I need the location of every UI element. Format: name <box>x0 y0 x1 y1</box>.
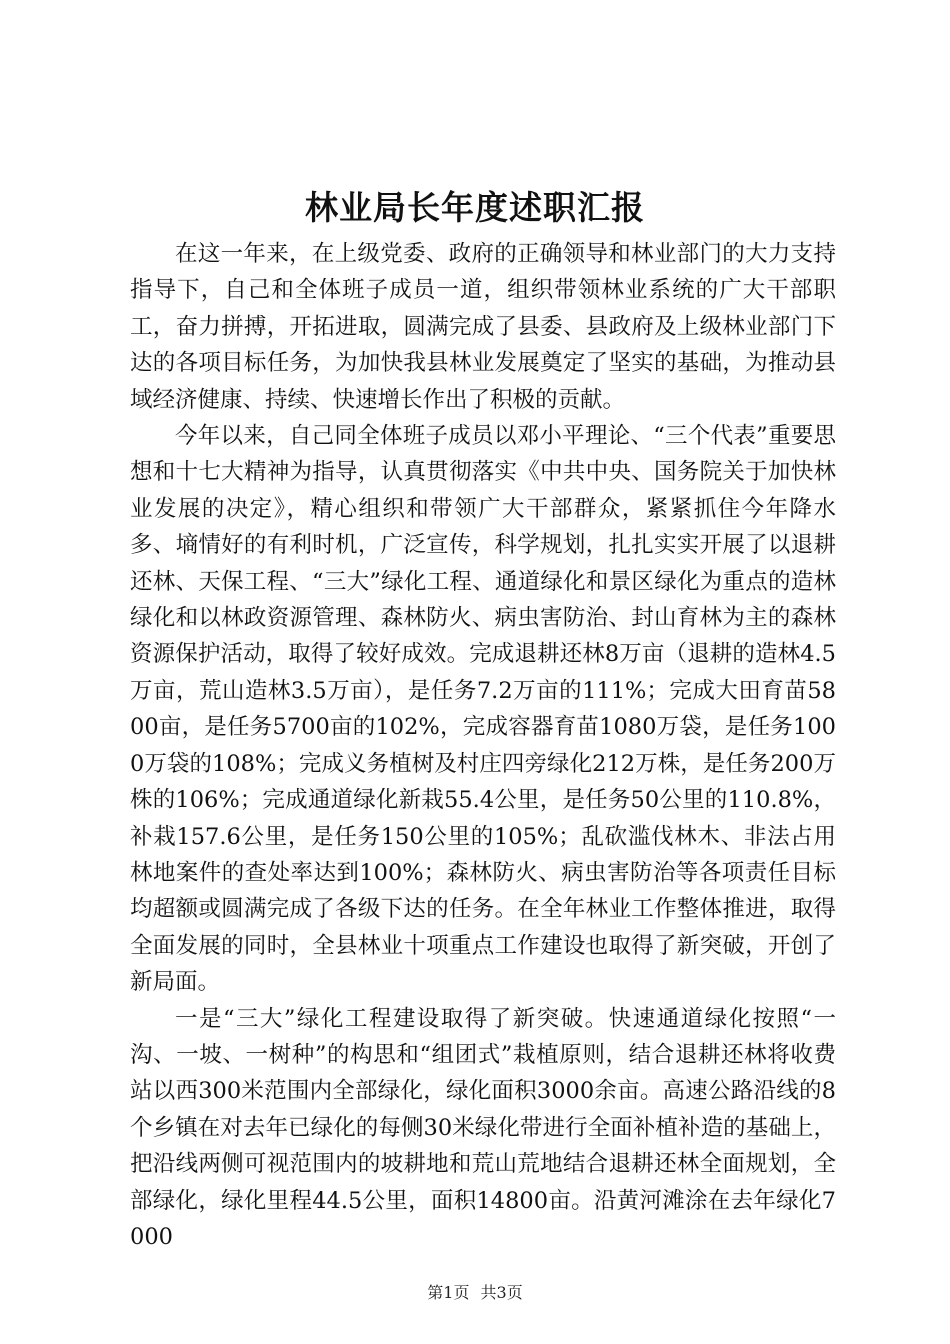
paragraph-intro: 在这一年来，在上级党委、政府的正确领导和林业部门的大力支持指导下，自己和全体班子成员一道，组织带领林业系统的广大干部职工，奋力拼搏，开拓进取，圆满完成了县委、县政府及上级林业部门下达的各项目标任务，为加快我县林业发展奠定了坚实的基础，为推动县域经济健康、持续、快速增长作出了积极的贡献。 <box>130 241 836 413</box>
paragraph-achievements: 今年以来，自己同全体班子成员以邓小平理论、“三个代表”重要思想和十七大精神为指导，认真贯彻落实《中共中央、国务院关于加快林业发展的决定》，精心组织和带领广大干部群众，紧紧抓住今年降水多、墒情好的有利时机，广泛宣传，科学规划，扎扎实实开展了以退耕还林、天保工程、“三大”绿化工程、通道绿化和景区绿化为重点的造林绿化和以林政资源管理、森林防火、病虫害防治、封山育林为主的森林资源保护活动，取得了较好成效。完成退耕还林8万亩（退耕的造林4.5万亩，荒山造林3.5万亩），是任务7.2万亩的111%；完成大田育苗5800亩，是任务5700亩的102%，完成容器育苗1080万袋，是任务1000万袋的108%；完成义务植树及村庄四旁绿化212万株，是任务200万株的106%；完成通道绿化新栽55.4公里，是任务50公里的110.8%，补栽157.6公里，是任务150公里的105%；乱砍滥伐林木、非法占用林地案件的查处率达到100%；森林防火、病虫害防治等各项责任目标均超额或圆满完成了各级下达的任务。在全年林业工作整体推进，取得全面发展的同时，全县林业十项重点工作建设也取得了新突破，开创了新局面。 <box>130 423 836 996</box>
page-footer <box>0 1280 950 1303</box>
paragraph-green-projects: 一是“三大”绿化工程建设取得了新突破。快速通道绿化按照“一沟、一坡、一树种”的构思和“组团式”栽植原则，结合退耕还林将收费站以西300米范围内全部绿化，绿化面积3000余亩。高速公路沿线的8个乡镇在对去年已绿化的每侧30米绿化带进行全面补植补造的基础上，把沿线两侧可视范围内的坡耕地和荒山荒地结合退耕还林全面规划，全部绿化，绿化里程44.5公里，面积14800亩。沿黄河滩涂在去年绿化7000 <box>130 1005 836 1250</box>
document-body <box>130 236 836 1255</box>
page-number: 第1页 <box>427 1283 470 1302</box>
document-title: 林业局长年度述职汇报 <box>305 188 645 227</box>
page-total: 共3页 <box>480 1283 523 1302</box>
